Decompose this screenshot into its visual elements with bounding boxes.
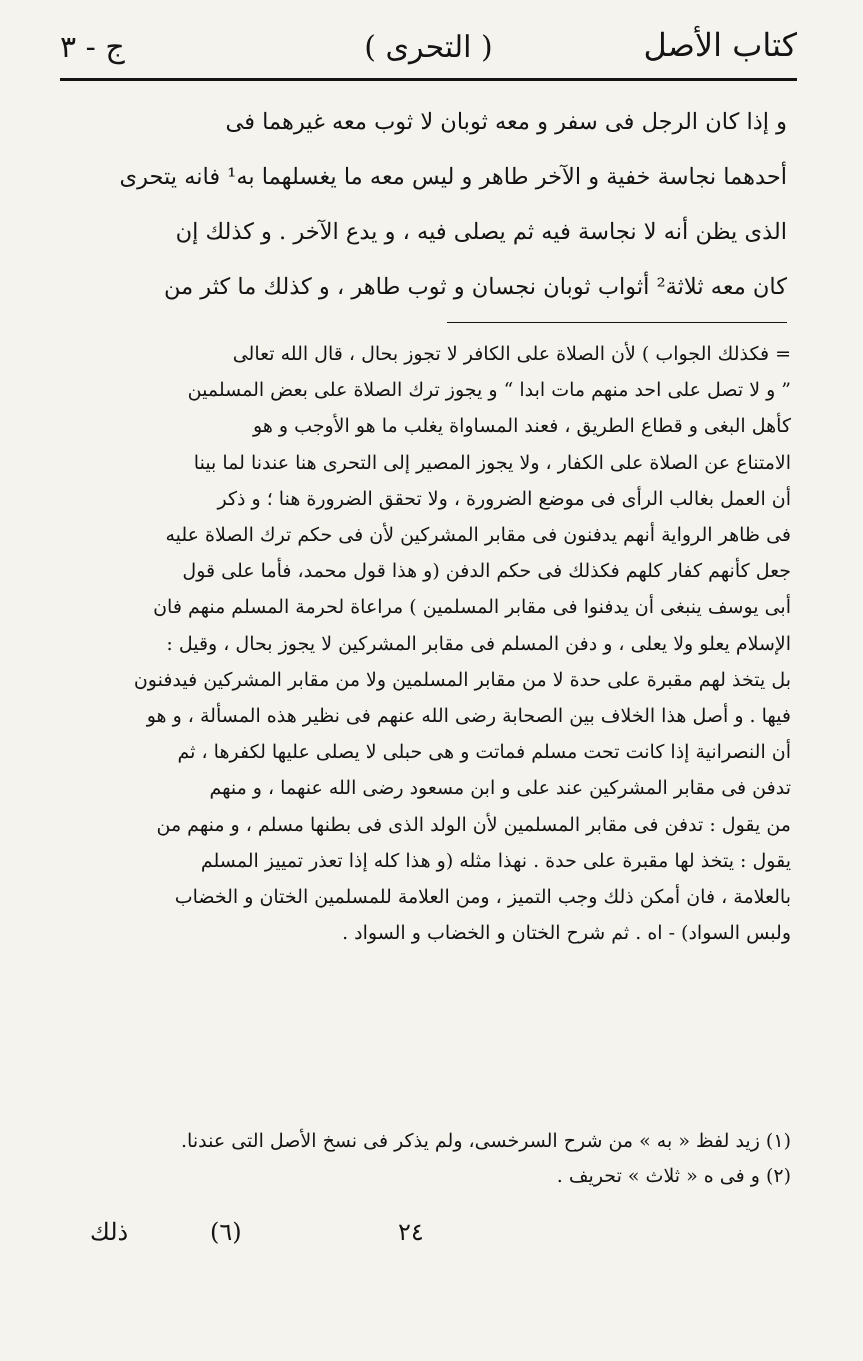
footnotes: [72, 1124, 791, 1194]
commentary-line: الإسلام يعلو ولا يعلى ، و دفن المسلم فى مقابر المشركين لا يجوز بحال ، وقيل :: [166, 632, 791, 655]
commentary-line: بالعلامة ، فان أمكن ذلك وجب التميز ، ومن العلامة للمسلمين الختان و الخضاب: [174, 886, 791, 909]
main-text-line: أحدهما نجاسة خفية و الآخر طاهر و ليس معه ما يغسلهما به¹ فانه يتحرى: [119, 164, 787, 190]
commentary-line: تدفن فى مقابر المشركين عند على و ابن مسعود رضى الله عنهما ، و منهم: [209, 777, 791, 800]
catchword: ذلك: [90, 1218, 129, 1246]
footnote: (٢) و فى ه « ثلاث » تحريف .: [556, 1165, 791, 1187]
commentary-line: فى ظاهر الرواية أنهم يدفنون فى مقابر المشركين لأن فى حكم ترك الصلاة عليه: [165, 524, 791, 547]
main-text: [76, 95, 787, 315]
commentary-line: فيها . و أصل هذا الخلاف بين الصحابة رضى الله عنهم فى نظير هذه المسألة ، و هو: [146, 705, 791, 728]
commentary-line: أن النصرانية إذا كانت تحت مسلم فماتت و هى حبلى لا يصلى عليها لكفرها ، ثم: [177, 741, 791, 764]
book-title: كتاب الأصل: [643, 26, 797, 64]
notes-separator: [447, 322, 787, 323]
header-rule: [60, 78, 797, 81]
main-text-line: الذى يظن أنه لا نجاسة فيه ثم يصلى فيه ، و يدع الآخر . و كذلك إن: [175, 219, 787, 245]
signature-mark: (٦): [210, 1218, 242, 1246]
commentary-line: كأهل البغى و قطاع الطريق ، فعند المساواة يغلب ما هو الأوجب و هو: [253, 415, 791, 438]
commentary-line: يقول : يتخذ لها مقبرة على حدة . نهذا مثله (و هذا كله إذا تعذر تمييز المسلم: [200, 849, 791, 872]
page-number: ٢٤: [398, 1218, 424, 1246]
commentary-line: ” و لا تصل على احد منهم مات ابدا “ و يجوز ترك الصلاة على بعض المسلمين: [187, 379, 791, 402]
chapter-title: ( التحرى ): [364, 30, 493, 65]
commentary-line: أن العمل بغالب الرأى فى موضع الضرورة ، ولا تحقق الضرورة هنا ؛ و ذكر: [217, 487, 791, 510]
commentary-line: أبى يوسف ينبغى أن يدفنوا فى مقابر المسلمين ) مراعاة لحرمة المسلم منهم فان: [153, 596, 791, 619]
main-text-line: و إذا كان الرجل فى سفر و معه ثوبان لا ثوب معه غيرهما فى: [225, 109, 787, 135]
main-text-line: كان معه ثلاثة² أثواب ثوبان نجسان و ثوب طاهر ، و كذلك ما كثر من: [163, 274, 787, 300]
page-footer: [80, 1218, 783, 1258]
commentary-line: الامتناع عن الصلاة على الكفار ، ولا يجوز المصير إلى التحرى هنا عندنا لما بينا: [193, 451, 791, 474]
commentary-line: ولبس السواد) - اه . ثم شرح الختان و الخضاب و السواد .: [342, 922, 791, 945]
commentary: [72, 336, 791, 951]
commentary-line: جعل كأنهم كفار كلهم فكذلك فى حكم الدفن (و هذا قول محمد، فأما على قول: [182, 560, 791, 583]
commentary-line: بل يتخذ لهم مقبرة على حدة لا من مقابر المسلمين ولا من مقابر المشركين فيدفنون: [133, 668, 791, 691]
running-header: [60, 22, 797, 72]
commentary-line: من يقول : تدفن فى مقابر المسلمين لأن الولد الذى فى بطنها مسلم ، و منهم من: [156, 813, 791, 836]
commentary-line: = فكذلك الجواب ) لأن الصلاة على الكافر لا تجوز بحال ، قال الله تعالى: [232, 343, 791, 365]
volume-number: ج - ٣: [60, 30, 125, 65]
footnote: (١) زيد لفظ « به » من شرح السرخسى، ولم يذكر فى نسخ الأصل التى عندنا.: [181, 1130, 791, 1152]
